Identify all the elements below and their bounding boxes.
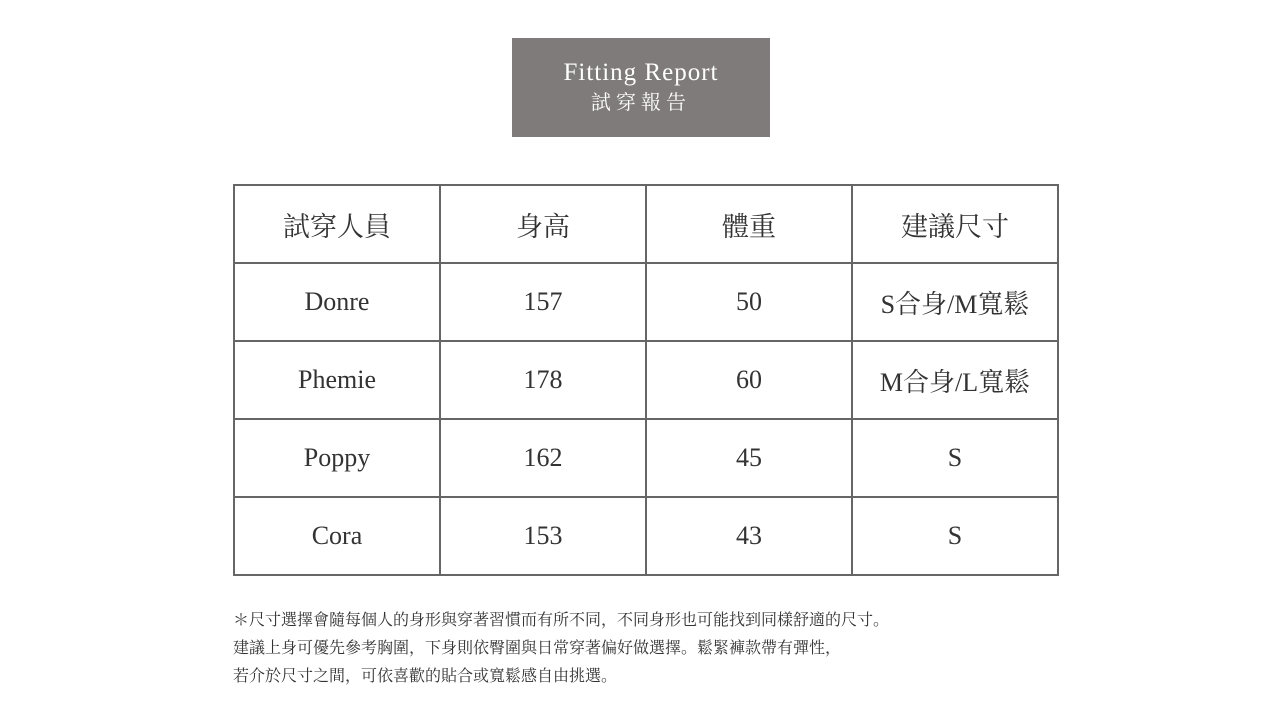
cell-suggested-size: S合身/M寬鬆	[852, 263, 1058, 341]
header-height: 身高	[440, 185, 646, 263]
table-row	[234, 419, 1058, 497]
notes	[233, 606, 1133, 690]
fitting-table	[233, 184, 1059, 576]
cell-weight: 60	[646, 341, 852, 419]
title-banner	[512, 38, 770, 137]
note-line: ＊尺寸選擇會隨每個人的身形與穿著習慣而有所不同，不同身形也可能找到同樣舒適的尺寸。	[233, 610, 890, 629]
cell-tester: Phemie	[234, 341, 440, 419]
header-weight: 體重	[646, 185, 852, 263]
cell-weight: 45	[646, 419, 852, 497]
cell-height: 162	[440, 419, 646, 497]
title-chinese: 試穿報告	[591, 90, 691, 114]
table-header-row	[234, 185, 1058, 263]
cell-weight: 43	[646, 497, 852, 575]
title-english: Fitting Report	[563, 59, 719, 86]
cell-tester: Donre	[234, 263, 440, 341]
cell-suggested-size: S	[852, 497, 1058, 575]
cell-height: 153	[440, 497, 646, 575]
cell-weight: 50	[646, 263, 852, 341]
table-row	[234, 497, 1058, 575]
note-line: 建議上身可優先參考胸圍，下身則依臀圍與日常穿著偏好做選擇。鬆緊褲款帶有彈性，	[233, 638, 842, 657]
cell-tester: Cora	[234, 497, 440, 575]
note-line: 若介於尺寸之間，可依喜歡的貼合或寬鬆感自由挑選。	[233, 666, 618, 685]
header-tester: 試穿人員	[234, 185, 440, 263]
cell-height: 178	[440, 341, 646, 419]
header-suggested-size: 建議尺寸	[852, 185, 1058, 263]
cell-suggested-size: S	[852, 419, 1058, 497]
cell-height: 157	[440, 263, 646, 341]
cell-tester: Poppy	[234, 419, 440, 497]
cell-suggested-size: M合身/L寬鬆	[852, 341, 1058, 419]
table-row	[234, 263, 1058, 341]
table-row	[234, 341, 1058, 419]
